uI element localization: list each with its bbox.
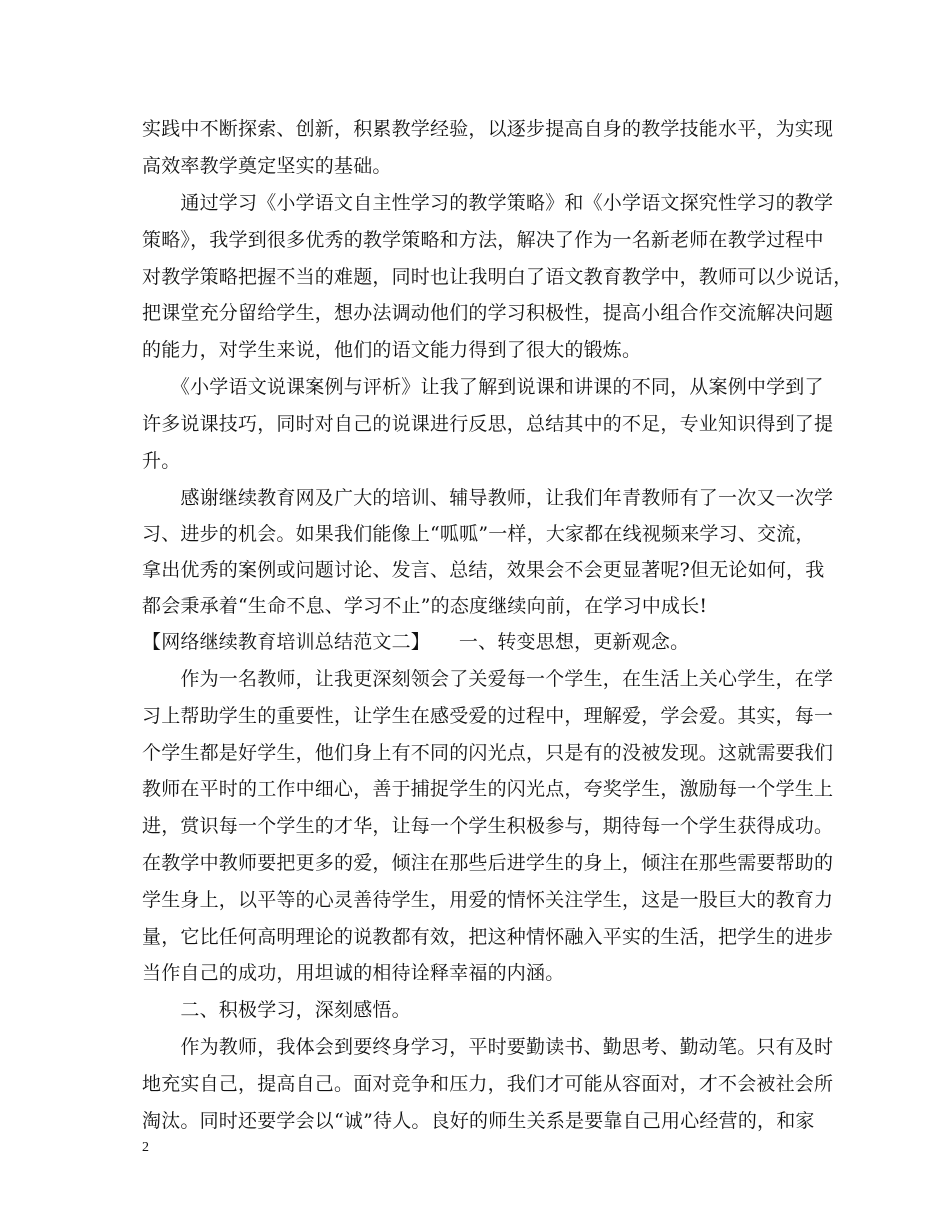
text-line: 作为教师，我体会到要终身学习，平时要勤读书、勤思考、勤动笔。只有及时 (142, 1036, 834, 1058)
text-line: 作为一名教师，让我更深刻领会了关爱每一个学生，在生活上关心学生，在学 (142, 668, 834, 690)
text-line: 学生身上，以平等的心灵善待学生，用爱的情怀关注学生，这是一股巨大的教育力 (142, 889, 834, 911)
text-line: 通过学习《小学语文自主性学习的教学策略》和《小学语文探究性学习的教学 (142, 192, 834, 214)
text-line: 实践中不断探索、创新，积累教学经验，以逐步提高自身的教学技能水平，为实现 (142, 118, 834, 140)
text-line: 高效率教学奠定坚实的基础。 (142, 155, 392, 177)
subheading-line: 二、积极学习，深刻感悟。 (142, 999, 411, 1021)
text-line: 升。 (142, 450, 181, 472)
text-line: 许多说课技巧，同时对自己的说课进行反思，总结其中的不足，专业知识得到了提 (142, 413, 834, 435)
text-line: 淘汰。同时还要学会以“诚”待人。良好的师生关系是要靠自己用心经营的，和家 (142, 1110, 815, 1132)
page-number: 2 (142, 1140, 149, 1155)
text-line: 把课堂充分留给学生，想办法调动他们的学习积极性，提高小组合作交流解决问题 (142, 302, 834, 324)
text-line: 量，它比任何高明理论的说教都有效，把这种情怀融入平实的生活，把学生的进步 (142, 926, 834, 948)
text-line: 进，赏识每一个学生的才华，让每一个学生积极参与，期待每一个学生获得成功。 (142, 815, 834, 837)
text-line: 感谢继续教育网及广大的培训、辅导教师，让我们年青教师有了一次又一次学 (142, 487, 834, 509)
text-line: 的能力，对学生来说，他们的语文能力得到了很大的锻炼。 (142, 339, 642, 361)
text-line: 拿出优秀的案例或问题讨论、发言、总结，效果会不会更显著呢?但无论如何，我 (142, 559, 825, 581)
text-line: 在教学中教师要把更多的爱，倾注在那些后进学生的身上，倾注在那些需要帮助的 (142, 852, 834, 874)
section-heading-line: 【网络继续教育培训总结范文二】 一、转变思想，更新观念。 (142, 631, 690, 653)
text-line: 策略》，我学到很多优秀的教学策略和方法，解决了作为一名新老师在教学过程中 (142, 229, 824, 251)
text-line: 地充实自己，提高自己。面对竞争和压力，我们才可能从容面对，才不会被社会所 (142, 1073, 834, 1095)
text-line: 个学生都是好学生，他们身上有不同的闪光点，只是有的没被发现。这就需要我们 (142, 742, 834, 764)
text-line: 教师在平时的工作中细心，善于捕捉学生的闪光点，夸奖学生，激励每一个学生上 (142, 778, 834, 800)
text-line: 当作自己的成功，用坦诚的相待诠释幸福的内涵。 (142, 962, 565, 984)
text-line: 对教学策略把握不当的难题，同时也让我明白了语文教育教学中，教师可以少说话， (142, 266, 853, 288)
text-line: 习上帮助学生的重要性，让学生在感受爱的过程中，理解爱，学会爱。其实，每一 (142, 705, 834, 727)
text-line: 都会秉承着“生命不息、学习不止”的态度继续向前，在学习中成长! (142, 595, 708, 617)
text-line: 习、进步的机会。如果我们能像上“呱呱”一样，大家都在线视频来学习、交流， (142, 523, 815, 545)
text-line: 《小学语文说课案例与评析》让我了解到说课和讲课的不同，从案例中学到了 (142, 376, 824, 398)
